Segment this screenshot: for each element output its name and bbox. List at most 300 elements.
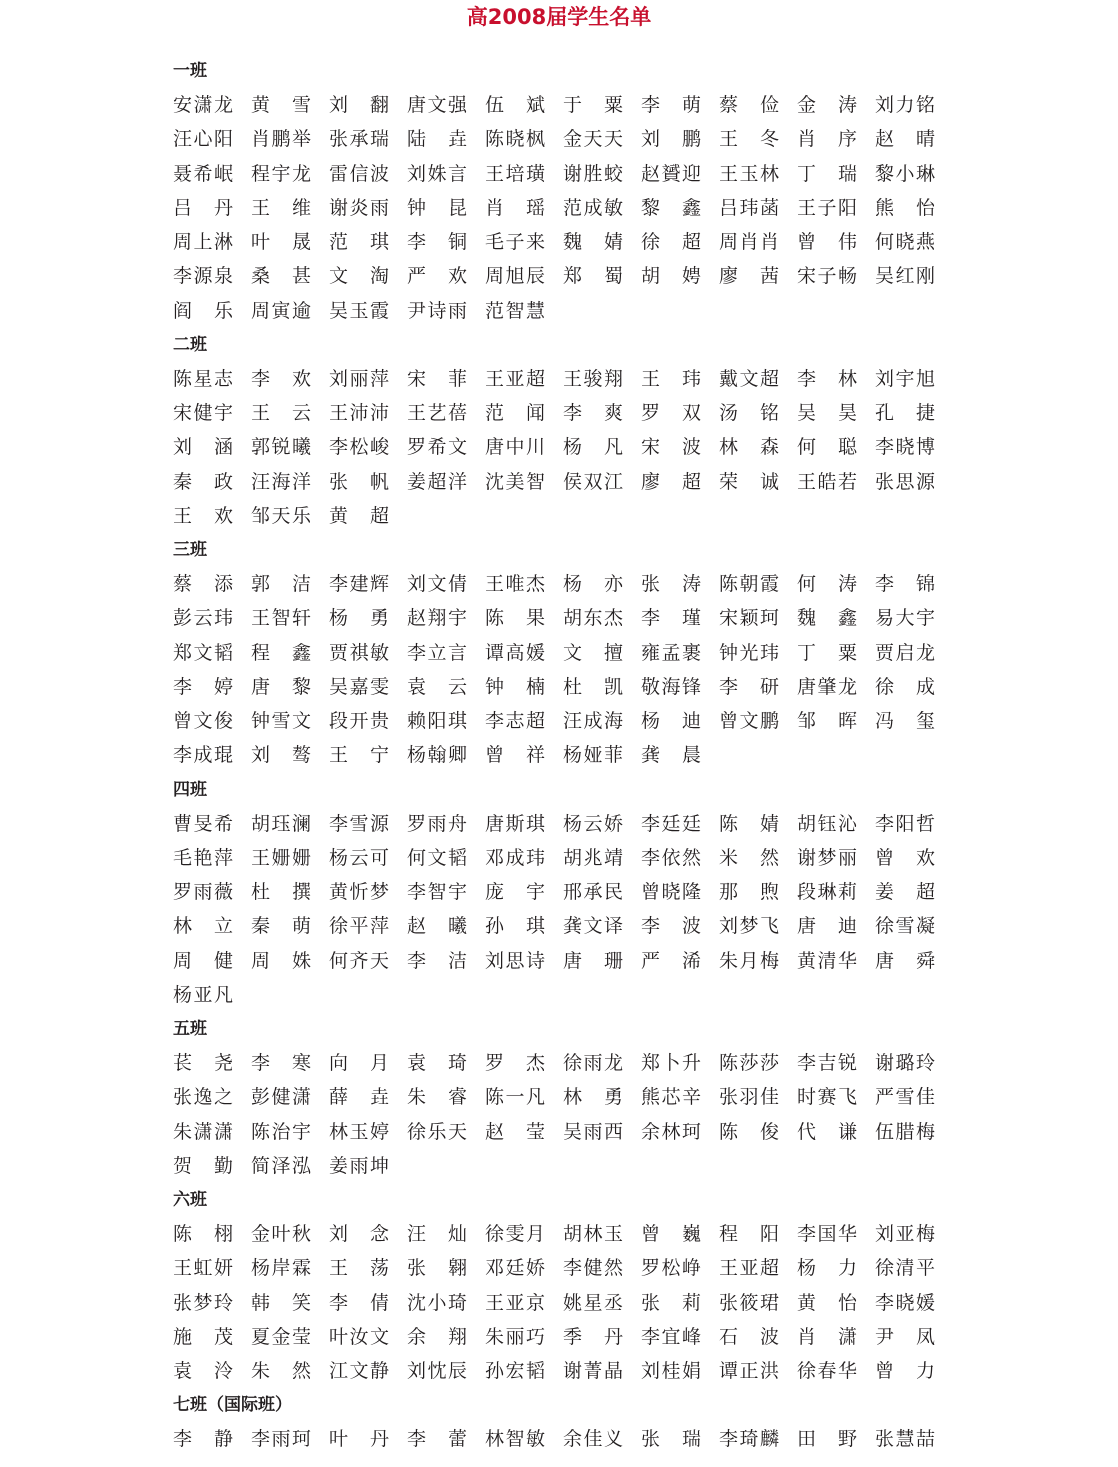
student-name: 聂 希 岷 bbox=[173, 162, 233, 185]
student-name: 谭 正 洪 bbox=[719, 1360, 779, 1383]
student-name: 李 研 bbox=[719, 675, 779, 698]
student-name: 肖 瑶 bbox=[485, 196, 545, 219]
student-name: 曾 祥 bbox=[485, 744, 545, 767]
student-name: 张 承 瑞 bbox=[329, 128, 389, 151]
student-name: 肖 潇 bbox=[797, 1325, 857, 1348]
student-name: 李 锦 bbox=[875, 573, 935, 596]
student-name: 邹 天 乐 bbox=[251, 504, 311, 527]
student-name: 宋 菲 bbox=[407, 367, 467, 390]
student-name: 李 铜 bbox=[407, 231, 467, 254]
student-name: 李 国 华 bbox=[797, 1223, 857, 1246]
student-name: 蔡 添 bbox=[173, 573, 233, 596]
student-name: 罗 雨 舟 bbox=[407, 812, 467, 835]
student-name: 刘 翻 bbox=[329, 94, 389, 117]
student-name: 廖 茜 bbox=[719, 265, 779, 288]
student-name: 王 玉 林 bbox=[719, 162, 779, 185]
student-name: 张 羽 佳 bbox=[719, 1086, 779, 1109]
student-name: 唐 斯 琪 bbox=[485, 812, 545, 835]
student-name: 赵 晴 bbox=[875, 128, 935, 151]
student-name: 袁 琦 bbox=[407, 1052, 467, 1075]
student-name: 王 智 轩 bbox=[251, 607, 311, 630]
student-name: 赵 贇 迎 bbox=[641, 162, 701, 185]
student-name: 刘 忱 辰 bbox=[407, 1360, 467, 1383]
student-name: 余 翔 bbox=[407, 1325, 467, 1348]
student-name: 孙 琪 bbox=[485, 915, 545, 938]
student-name: 张 帆 bbox=[329, 470, 389, 493]
student-name: 杨 勇 bbox=[329, 607, 389, 630]
student-name: 雍 孟 裹 bbox=[641, 641, 701, 664]
student-name: 宋 健 宇 bbox=[173, 402, 233, 425]
student-name: 郑 蜀 bbox=[563, 265, 623, 288]
student-name: 陈 治 宇 bbox=[251, 1120, 311, 1143]
student-name: 徐 超 bbox=[641, 231, 701, 254]
student-name: 安 潇 龙 bbox=[173, 94, 233, 117]
student-name: 徐 雪 凝 bbox=[875, 915, 935, 938]
student-name: 李 健 然 bbox=[563, 1257, 623, 1280]
class-section bbox=[173, 328, 953, 533]
student-name: 曾 欢 bbox=[875, 846, 935, 869]
student-name: 李 静 bbox=[173, 1428, 233, 1451]
student-name: 何 涛 bbox=[797, 573, 857, 596]
student-name: 王 虹 妍 bbox=[173, 1257, 233, 1280]
student-name: 张 瑞 bbox=[641, 1428, 701, 1451]
student-name: 陈 朝 霞 bbox=[719, 573, 779, 596]
student-name: 侯 双 江 bbox=[563, 470, 623, 493]
student-name: 吴 雨 西 bbox=[563, 1120, 623, 1143]
class-heading: 一班 bbox=[173, 61, 207, 81]
student-name: 王 皓 若 bbox=[797, 470, 857, 493]
student-name: 冯 玺 bbox=[875, 710, 935, 733]
student-name: 代 谦 bbox=[797, 1120, 857, 1143]
student-name: 张 思 源 bbox=[875, 470, 935, 493]
student-name: 李 雨 珂 bbox=[251, 1428, 311, 1451]
student-name: 陈 栩 bbox=[173, 1223, 233, 1246]
student-name: 李 依 然 bbox=[641, 846, 701, 869]
student-name: 李 雪 源 bbox=[329, 812, 389, 835]
student-name: 王 培 璜 bbox=[485, 162, 545, 185]
student-name: 余 佳 义 bbox=[563, 1428, 623, 1451]
student-name: 林 智 敏 bbox=[485, 1428, 545, 1451]
student-name-list bbox=[173, 567, 953, 773]
student-name: 王 荡 bbox=[329, 1257, 389, 1280]
student-name: 钟 雪 文 bbox=[251, 710, 311, 733]
student-name: 雷 信 波 bbox=[329, 162, 389, 185]
student-name: 刘 力 铭 bbox=[875, 94, 935, 117]
student-name: 胡 东 杰 bbox=[563, 607, 623, 630]
student-name: 夏 金 莹 bbox=[251, 1325, 311, 1348]
student-name: 于 粟 bbox=[563, 94, 623, 117]
student-name: 唐 黎 bbox=[251, 675, 311, 698]
student-name: 贺 勤 bbox=[173, 1154, 233, 1177]
student-name: 刘 宇 旭 bbox=[875, 367, 935, 390]
student-name: 唐 中 川 bbox=[485, 436, 545, 459]
student-name: 季 丹 bbox=[563, 1325, 623, 1348]
student-name: 贾 祺 敏 bbox=[329, 641, 389, 664]
student-name: 苌 尧 bbox=[173, 1052, 233, 1075]
student-name: 陈 婧 bbox=[719, 812, 779, 835]
student-name: 谢 璐 玲 bbox=[875, 1052, 935, 1075]
student-name: 何 晓 燕 bbox=[875, 231, 935, 254]
student-name: 刘 涵 bbox=[173, 436, 233, 459]
student-name: 伍 斌 bbox=[485, 94, 545, 117]
student-name: 杨 翰 卿 bbox=[407, 744, 467, 767]
student-name: 李 婷 bbox=[173, 675, 233, 698]
student-name: 徐 雨 龙 bbox=[563, 1052, 623, 1075]
student-name: 张 筱 珺 bbox=[719, 1291, 779, 1314]
student-name: 黄 超 bbox=[329, 504, 389, 527]
student-name: 吴 红 刚 bbox=[875, 265, 935, 288]
student-name: 李 吉 锐 bbox=[797, 1052, 857, 1075]
student-name: 余 林 珂 bbox=[641, 1120, 701, 1143]
student-name-list bbox=[173, 1046, 953, 1183]
student-name: 李 源 泉 bbox=[173, 265, 233, 288]
student-name-list bbox=[173, 88, 953, 328]
student-name: 吴 昊 bbox=[797, 402, 857, 425]
student-name: 周 上 淋 bbox=[173, 231, 233, 254]
student-name: 刘 亚 梅 bbox=[875, 1223, 935, 1246]
student-name: 肖 序 bbox=[797, 128, 857, 151]
student-name: 蔡 俭 bbox=[719, 94, 779, 117]
student-name: 田 野 bbox=[797, 1428, 857, 1451]
student-name: 郑 文 韬 bbox=[173, 641, 233, 664]
student-name: 徐 清 平 bbox=[875, 1257, 935, 1280]
class-heading: 六班 bbox=[173, 1190, 207, 1210]
student-name: 汪 成 海 bbox=[563, 710, 623, 733]
student-name: 易 大 宇 bbox=[875, 607, 935, 630]
student-name: 曾 巍 bbox=[641, 1223, 701, 1246]
student-name: 李 建 辉 bbox=[329, 573, 389, 596]
student-name: 何 齐 天 bbox=[329, 949, 389, 972]
student-name: 曾 文 鹏 bbox=[719, 710, 779, 733]
student-name: 杨 亚 凡 bbox=[173, 983, 233, 1006]
student-name: 肖 鹏 举 bbox=[251, 128, 311, 151]
student-name: 唐 文 强 bbox=[407, 94, 467, 117]
student-name: 朱 睿 bbox=[407, 1086, 467, 1109]
student-name: 杨 岸 霖 bbox=[251, 1257, 311, 1280]
student-name: 胡 珏 澜 bbox=[251, 812, 311, 835]
student-name: 姜 雨 坤 bbox=[329, 1154, 389, 1177]
student-name: 林 森 bbox=[719, 436, 779, 459]
student-name: 邢 承 民 bbox=[563, 881, 623, 904]
student-name: 刘 思 诗 bbox=[485, 949, 545, 972]
class-section bbox=[173, 773, 953, 1013]
student-name: 时 赛 飞 bbox=[797, 1086, 857, 1109]
student-name: 熊 芯 辛 bbox=[641, 1086, 701, 1109]
student-name: 赖 阳 琪 bbox=[407, 710, 467, 733]
student-name: 周 健 bbox=[173, 949, 233, 972]
student-name: 杜 撰 bbox=[251, 881, 311, 904]
student-name: 程 鑫 bbox=[251, 641, 311, 664]
student-name: 彭 云 玮 bbox=[173, 607, 233, 630]
class-section bbox=[173, 533, 953, 773]
student-name: 朱 潇 潇 bbox=[173, 1120, 233, 1143]
student-name: 李 寒 bbox=[251, 1052, 311, 1075]
document-title: 高2008届学生名单 bbox=[466, 5, 652, 29]
class-heading: 二班 bbox=[173, 334, 207, 355]
student-name: 王 骏 翔 bbox=[563, 367, 623, 390]
student-name: 李 廷 廷 bbox=[641, 812, 701, 835]
student-name: 荣 诚 bbox=[719, 470, 779, 493]
student-name: 魏 婧 bbox=[563, 231, 623, 254]
student-name: 朱 然 bbox=[251, 1360, 311, 1383]
student-name: 阎 乐 bbox=[173, 299, 233, 322]
student-name: 曹 旻 希 bbox=[173, 812, 233, 835]
student-name: 谢 梦 丽 bbox=[797, 846, 857, 869]
student-name: 宋 颖 珂 bbox=[719, 607, 779, 630]
student-name: 汤 铭 bbox=[719, 402, 779, 425]
student-name: 汪 海 洋 bbox=[251, 470, 311, 493]
student-name: 汪 心 阳 bbox=[173, 128, 233, 151]
student-name: 李 智 宇 bbox=[407, 881, 467, 904]
student-name: 黄 雪 bbox=[251, 94, 311, 117]
student-name: 段 琳 莉 bbox=[797, 881, 857, 904]
student-name: 那 煦 bbox=[719, 881, 779, 904]
student-name: 叶 汝 文 bbox=[329, 1325, 389, 1348]
student-name: 陈 俊 bbox=[719, 1120, 779, 1143]
student-name: 胡 林 玉 bbox=[563, 1223, 623, 1246]
student-name: 尹 诗 雨 bbox=[407, 299, 467, 322]
student-name: 叶 晟 bbox=[251, 231, 311, 254]
student-name: 向 月 bbox=[329, 1052, 389, 1075]
student-name: 李 洁 bbox=[407, 949, 467, 972]
student-name: 刘 梦 飞 bbox=[719, 915, 779, 938]
student-name: 李 萌 bbox=[641, 94, 701, 117]
student-name-list bbox=[173, 807, 953, 1013]
student-name: 沈 小 琦 bbox=[407, 1291, 467, 1314]
student-name: 谢 菁 晶 bbox=[563, 1360, 623, 1383]
student-name: 王 亚 超 bbox=[719, 1257, 779, 1280]
class-heading: 三班 bbox=[173, 540, 207, 560]
student-name: 邓 成 玮 bbox=[485, 846, 545, 869]
student-name: 何 文 韬 bbox=[407, 846, 467, 869]
student-name: 罗 雨 薇 bbox=[173, 881, 233, 904]
student-name: 刘 骜 bbox=[251, 744, 311, 767]
student-name: 金 涛 bbox=[797, 94, 857, 117]
student-name: 丁 瑞 bbox=[797, 162, 857, 185]
student-name: 杨 亦 bbox=[563, 573, 623, 596]
student-name: 叶 丹 bbox=[329, 1428, 389, 1451]
student-name: 王 亚 京 bbox=[485, 1291, 545, 1314]
student-name: 吴 嘉 雯 bbox=[329, 675, 389, 698]
student-name: 姚 星 丞 bbox=[563, 1291, 623, 1314]
student-name: 杨 娅 菲 bbox=[563, 744, 623, 767]
student-name: 李 瑾 bbox=[641, 607, 701, 630]
student-name: 江 文 静 bbox=[329, 1360, 389, 1383]
student-name: 刘 念 bbox=[329, 1223, 389, 1246]
student-name: 尹 凤 bbox=[875, 1325, 935, 1348]
student-name: 李 欢 bbox=[251, 367, 311, 390]
student-name: 严 欢 bbox=[407, 265, 467, 288]
student-name-list bbox=[173, 1422, 953, 1456]
student-name: 李 波 bbox=[641, 915, 701, 938]
student-name: 李 爽 bbox=[563, 402, 623, 425]
student-name: 李 立 言 bbox=[407, 641, 467, 664]
student-name: 李 倩 bbox=[329, 1291, 389, 1314]
student-name: 段 开 贵 bbox=[329, 710, 389, 733]
student-name: 曾 文 俊 bbox=[173, 710, 233, 733]
student-name: 胡 钰 沁 bbox=[797, 812, 857, 835]
student-name: 钟 光 玮 bbox=[719, 641, 779, 664]
student-name: 胡 娉 bbox=[641, 265, 701, 288]
student-name-list bbox=[173, 1217, 953, 1388]
student-name: 吴 玉 霞 bbox=[329, 299, 389, 322]
student-name: 刘 鹏 bbox=[641, 128, 701, 151]
student-name: 郭 洁 bbox=[251, 573, 311, 596]
student-name: 沈 美 智 bbox=[485, 470, 545, 493]
student-name: 徐 春 华 bbox=[797, 1360, 857, 1383]
student-name: 杨 力 bbox=[797, 1257, 857, 1280]
student-name: 徐 乐 天 bbox=[407, 1120, 467, 1143]
student-name: 吕 玮 菡 bbox=[719, 196, 779, 219]
student-name: 陈 晓 枫 bbox=[485, 128, 545, 151]
student-name: 姜 超 洋 bbox=[407, 470, 467, 493]
student-name: 王 欢 bbox=[173, 504, 233, 527]
student-name: 秦 萌 bbox=[251, 915, 311, 938]
student-name: 谢 胜 蛟 bbox=[563, 162, 623, 185]
student-name: 黄 忻 梦 bbox=[329, 881, 389, 904]
class-section bbox=[173, 1183, 953, 1388]
student-name: 金 天 天 bbox=[563, 128, 623, 151]
student-name: 伍 腊 梅 bbox=[875, 1120, 935, 1143]
student-name: 曾 伟 bbox=[797, 231, 857, 254]
student-name: 杨 迪 bbox=[641, 710, 701, 733]
student-name: 金 叶 秋 bbox=[251, 1223, 311, 1246]
class-section bbox=[173, 1012, 953, 1183]
student-name: 黎 小 琳 bbox=[875, 162, 935, 185]
student-name: 黄 怡 bbox=[797, 1291, 857, 1314]
class-section bbox=[173, 1388, 953, 1456]
student-name: 李 晓 博 bbox=[875, 436, 935, 459]
student-name: 唐 舜 bbox=[875, 949, 935, 972]
student-name: 林 立 bbox=[173, 915, 233, 938]
student-name: 罗 希 文 bbox=[407, 436, 467, 459]
student-name: 杨 云 娇 bbox=[563, 812, 623, 835]
student-name: 张 慧 喆 bbox=[875, 1428, 935, 1451]
student-name: 赵 翔 宇 bbox=[407, 607, 467, 630]
student-name: 杨 凡 bbox=[563, 436, 623, 459]
student-name: 谢 炎 雨 bbox=[329, 196, 389, 219]
student-name: 施 茂 bbox=[173, 1325, 233, 1348]
student-name: 刘 丽 萍 bbox=[329, 367, 389, 390]
student-name: 杜 凯 bbox=[563, 675, 623, 698]
student-name: 吕 丹 bbox=[173, 196, 233, 219]
student-name: 文 擅 bbox=[563, 641, 623, 664]
student-name: 张 翱 bbox=[407, 1257, 467, 1280]
student-name: 周 肖 肖 bbox=[719, 231, 779, 254]
student-name: 范 闻 bbox=[485, 402, 545, 425]
student-name: 汪 灿 bbox=[407, 1223, 467, 1246]
student-name: 薛 垚 bbox=[329, 1086, 389, 1109]
student-name-list bbox=[173, 362, 953, 533]
student-name: 王 唯 杰 bbox=[485, 573, 545, 596]
student-name: 王 子 阳 bbox=[797, 196, 857, 219]
student-name: 唐 肇 龙 bbox=[797, 675, 857, 698]
student-name: 韩 笑 bbox=[251, 1291, 311, 1314]
student-name: 袁 泠 bbox=[173, 1360, 233, 1383]
student-name: 王 姗 姗 bbox=[251, 846, 311, 869]
class-roster bbox=[173, 54, 953, 1457]
student-name: 魏 鑫 bbox=[797, 607, 857, 630]
student-name: 徐 雯 月 bbox=[485, 1223, 545, 1246]
student-name: 曾 晓 隆 bbox=[641, 881, 701, 904]
student-name: 唐 迪 bbox=[797, 915, 857, 938]
student-name: 林 玉 婷 bbox=[329, 1120, 389, 1143]
student-name: 林 勇 bbox=[563, 1086, 623, 1109]
student-name: 周 姝 bbox=[251, 949, 311, 972]
student-name: 范 琪 bbox=[329, 231, 389, 254]
student-name: 黎 鑫 bbox=[641, 196, 701, 219]
student-name: 朱 丽 巧 bbox=[485, 1325, 545, 1348]
student-name: 桑 甚 bbox=[251, 265, 311, 288]
student-name: 邹 晖 bbox=[797, 710, 857, 733]
class-heading: 四班 bbox=[173, 779, 207, 800]
student-name: 孔 捷 bbox=[875, 402, 935, 425]
student-name: 戴 文 超 bbox=[719, 367, 779, 390]
student-name: 范 成 敏 bbox=[563, 196, 623, 219]
student-name: 陈 一 凡 bbox=[485, 1086, 545, 1109]
student-name: 罗 松 峥 bbox=[641, 1257, 701, 1280]
student-name: 李 志 超 bbox=[485, 710, 545, 733]
student-name: 张 梦 玲 bbox=[173, 1291, 233, 1314]
student-name: 罗 杰 bbox=[485, 1052, 545, 1075]
class-heading: 七班（国际班） bbox=[173, 1395, 292, 1416]
student-name: 曾 力 bbox=[875, 1360, 935, 1383]
student-name: 唐 珊 bbox=[563, 949, 623, 972]
student-name: 秦 政 bbox=[173, 470, 233, 493]
student-name: 刘 文 倩 bbox=[407, 573, 467, 596]
student-name: 刘 姝 言 bbox=[407, 162, 467, 185]
student-name: 敬 海 锋 bbox=[641, 675, 701, 698]
student-name: 李 蕾 bbox=[407, 1428, 467, 1451]
student-name: 袁 云 bbox=[407, 675, 467, 698]
student-name: 贾 启 龙 bbox=[875, 641, 935, 664]
student-name: 宋 波 bbox=[641, 436, 701, 459]
student-name: 严 雪 佳 bbox=[875, 1086, 935, 1109]
student-name: 龚 文 译 bbox=[563, 915, 623, 938]
student-name: 程 宇 龙 bbox=[251, 162, 311, 185]
student-name: 文 淘 bbox=[329, 265, 389, 288]
student-name: 胡 兆 靖 bbox=[563, 846, 623, 869]
student-name: 黄 清 华 bbox=[797, 949, 857, 972]
student-name: 钟 楠 bbox=[485, 675, 545, 698]
student-name: 简 泽 泓 bbox=[251, 1154, 311, 1177]
student-name: 张 莉 bbox=[641, 1291, 701, 1314]
student-name: 王 亚 超 bbox=[485, 367, 545, 390]
student-name: 李 成 琨 bbox=[173, 744, 233, 767]
student-name: 朱 月 梅 bbox=[719, 949, 779, 972]
student-name: 周 寅 逾 bbox=[251, 299, 311, 322]
student-name: 王 宁 bbox=[329, 744, 389, 767]
student-name: 陈 星 志 bbox=[173, 367, 233, 390]
student-name: 李 阳 哲 bbox=[875, 812, 935, 835]
student-name: 毛 艳 萍 bbox=[173, 846, 233, 869]
student-name: 丁 粟 bbox=[797, 641, 857, 664]
student-name: 陈 果 bbox=[485, 607, 545, 630]
student-name: 周 旭 辰 bbox=[485, 265, 545, 288]
student-name: 范 智 慧 bbox=[485, 299, 545, 322]
student-name: 罗 双 bbox=[641, 402, 701, 425]
student-name: 赵 曦 bbox=[407, 915, 467, 938]
student-name: 郭 锐 曦 bbox=[251, 436, 311, 459]
student-name: 毛 子 来 bbox=[485, 231, 545, 254]
student-name: 龚 晨 bbox=[641, 744, 701, 767]
student-name: 刘 桂 娟 bbox=[641, 1360, 701, 1383]
class-section bbox=[173, 54, 953, 328]
student-name: 廖 超 bbox=[641, 470, 701, 493]
student-name: 徐 成 bbox=[875, 675, 935, 698]
student-name: 郑 卜 升 bbox=[641, 1052, 701, 1075]
student-name: 邓 廷 娇 bbox=[485, 1257, 545, 1280]
